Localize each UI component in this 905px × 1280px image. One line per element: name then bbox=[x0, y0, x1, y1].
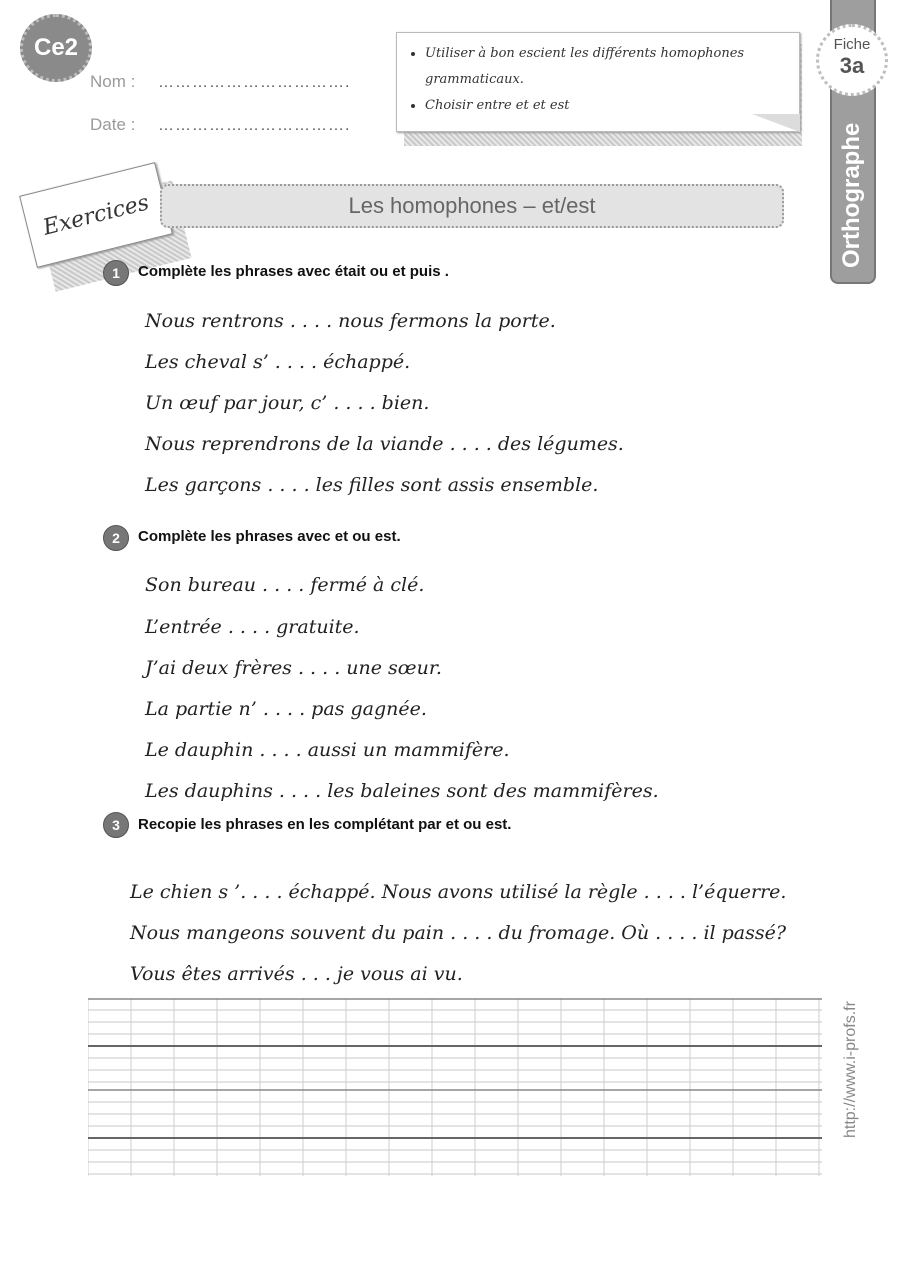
sentence: Vous êtes arrivés . . . je vous ai vu. bbox=[130, 963, 463, 985]
sentence: Son bureau . . . . fermé à clé. bbox=[145, 574, 425, 596]
name-label: Nom : bbox=[90, 72, 136, 91]
name-field[interactable]: ……………………………. bbox=[158, 74, 351, 91]
fiche-label: Fiche bbox=[833, 36, 871, 53]
objective-item: • Utiliser à bon escient les différents homophones grammaticaux. bbox=[425, 41, 787, 93]
fiche-badge bbox=[816, 24, 888, 96]
sentence: J’ai deux frères . . . . une sœur. bbox=[145, 657, 442, 679]
sentence: Les cheval s’ . . . . échappé. bbox=[145, 351, 411, 373]
exercise-instruction: Complète les phrases avec était ou et puis . bbox=[138, 263, 449, 280]
exercise-number: 1 bbox=[103, 260, 129, 286]
sentence: Un œuf par jour, c’ . . . . bien. bbox=[145, 392, 430, 414]
fiche-number: 3a bbox=[839, 53, 865, 78]
subject-label: Orthographe bbox=[838, 122, 865, 268]
writing-lines-area[interactable] bbox=[88, 998, 822, 1176]
sentence: Nous reprendrons de la viande . . . . des légumes. bbox=[145, 433, 624, 455]
section-tag: Exercices bbox=[19, 162, 173, 268]
date-label: Date : bbox=[90, 115, 136, 134]
page-curl-decoration bbox=[752, 114, 800, 132]
exercise-number: 3 bbox=[103, 812, 129, 838]
website-url: http://www.i-profs.fr bbox=[842, 1001, 859, 1139]
page-title: Les homophones – et/est bbox=[160, 184, 784, 228]
level-badge: Ce2 bbox=[20, 14, 92, 82]
sentence: Les garçons . . . . les filles sont assis ensemble. bbox=[145, 474, 599, 496]
objective-item: • Choisir entre et et est bbox=[425, 93, 787, 119]
sentence: L’entrée . . . . gratuite. bbox=[145, 616, 360, 638]
sentence: La partie n’ . . . . pas gagnée. bbox=[145, 698, 427, 720]
sentence: Les dauphins . . . . les baleines sont des mammifères. bbox=[145, 780, 659, 802]
sentence: Nous rentrons . . . . nous fermons la porte. bbox=[145, 310, 556, 332]
sentence: Le chien s ’. . . . échappé. Nous avons utilisé la règle . . . . l’équerre. bbox=[130, 881, 787, 903]
sentence: Le dauphin . . . . aussi un mammifère. bbox=[145, 739, 510, 761]
date-field[interactable]: ……………………………. bbox=[158, 117, 351, 134]
sentence: Nous mangeons souvent du pain . . . . du fromage. Où . . . . il passé? bbox=[130, 922, 787, 944]
exercise-instruction: Complète les phrases avec et ou est. bbox=[138, 528, 401, 545]
objectives-box bbox=[396, 32, 800, 132]
exercise-instruction: Recopie les phrases en les complétant par et ou est. bbox=[138, 816, 512, 833]
exercise-number: 2 bbox=[103, 525, 129, 551]
